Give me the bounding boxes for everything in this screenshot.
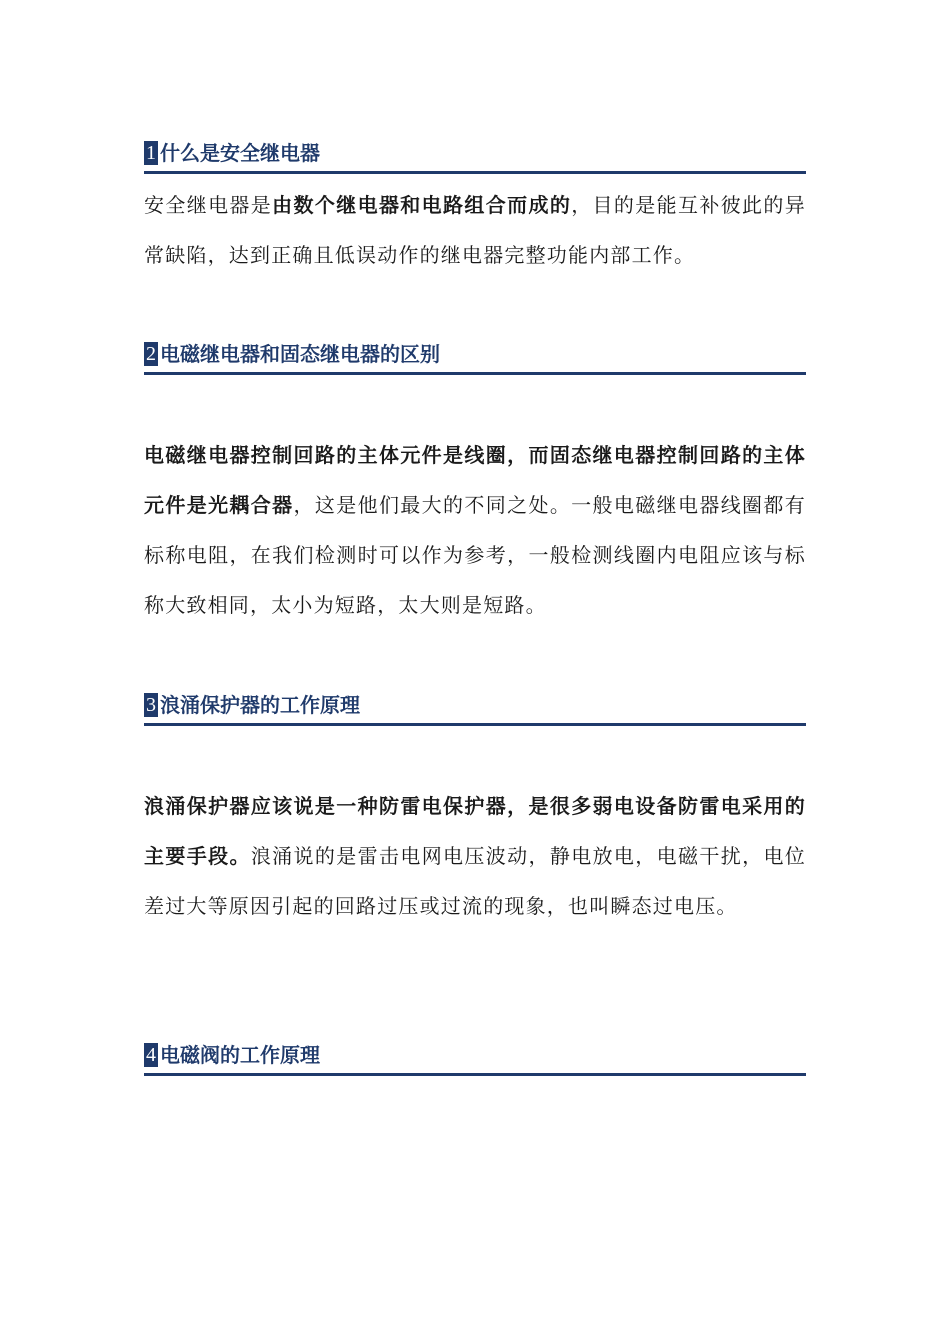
section-paragraph-2 [144,430,806,630]
section-number: 1 [146,142,156,164]
section-number: 4 [146,1044,156,1066]
section-title: 浪涌保护器的工作原理 [160,693,360,717]
section-heading-4 [144,1039,806,1076]
paragraph-bold-text: 浪涌保护器应该说是一种防雷电保护器，是很多弱电设备防雷电采用的主要手段。 [144,794,806,868]
section-title: 电磁阀的工作原理 [160,1043,320,1067]
section-heading-2 [144,338,806,375]
section-title: 什么是安全继电器 [160,141,320,165]
section-title: 电磁继电器和固态继电器的区别 [160,342,440,366]
section-number: 3 [146,694,156,716]
section-paragraph-3 [144,781,806,931]
section-paragraph-1 [144,180,806,280]
paragraph-bold-text: 由数个继电器和电路组合而成的 [272,193,572,217]
paragraph-text: 安全继电器是 [144,193,273,217]
paragraph-bold-text: 电磁继电器控制回路的主体元件是线圈，而固态继电器控制回路的主体元件是光耦合器 [144,443,806,517]
paragraph-text: ，目的是能互补彼此的异常缺陷，达到正确且低误动作的继电器完整功能内部工作。 [144,193,806,267]
section-number: 2 [146,343,156,365]
paragraph-text: ，这是他们最大的不同之处。一般电磁继电器线圈都有标称电阻，在我们检测时可以作为参考，一般检测线圈内电阻应该与标称大致相同，太小为短路，太大则是短路。 [144,493,806,617]
section-heading-3 [144,689,806,726]
paragraph-text: 浪涌说的是雷击电网电压波动，静电放电，电磁干扰，电位差过大等原因引起的回路过压或过流的现象，也叫瞬态过电压。 [144,844,807,918]
section-heading-1 [144,137,806,174]
